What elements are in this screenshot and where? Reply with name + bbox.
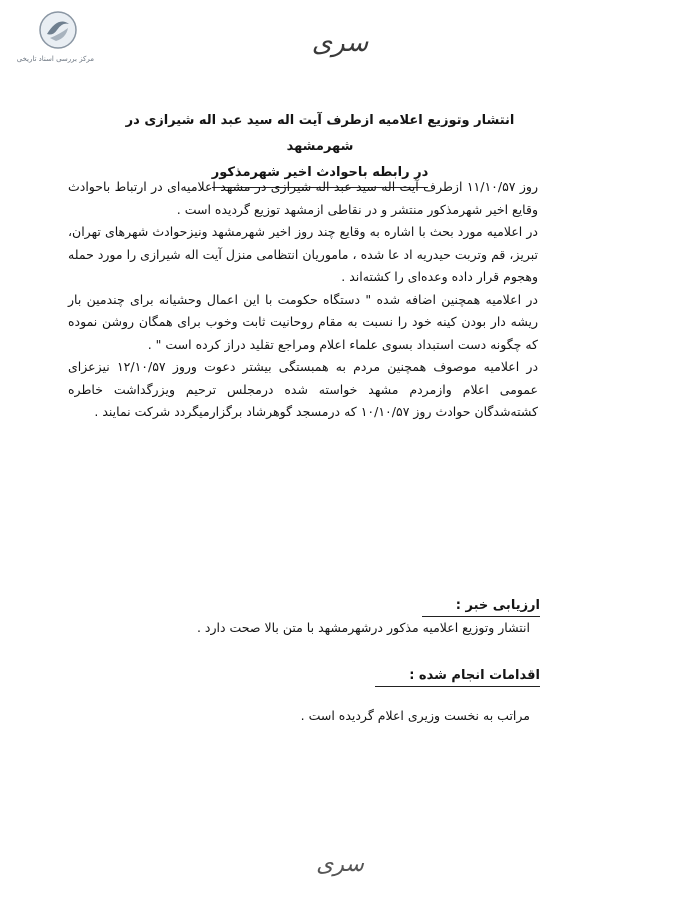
evaluation-text: انتشار وتوزیع اعلامیه مذکور درشهرمشهد با متن بالا صحت دارد . <box>196 620 530 635</box>
title-line-2: در رابطه باحوادث اخیر شهرمذکور <box>212 160 429 188</box>
body-paragraph: در اعلامیه همچنین اضافه شده " دستگاه حکومت با این اعمال وحشیانه برای چندمین بار ریشه دار بودن کینه خود را نسبت به مقام روحانیت ثابت وخوب برای همگان روشن نموده که چگونه دست استبداد بسوی علماء اعلام ومراجع تقلید دراز کرده است " . <box>68 291 538 352</box>
body-paragraph: در اعلامیه موصوف همچنین مردم به همبستگی بیشتر دعوت وروز ۱۲/۱۰/۵۷ نیزعزای عمومی اعلام وازمردم مشهد خواسته شده درمجلس ترحیم ویزرگداشت خاطره کشته‌شدگان حوادث روز ۱۰/۱۰/۵۷ که درمسجد گوهرشاد برگزارمیگردد شرکت نمایند . <box>68 359 539 419</box>
actions-heading: اقدامات انجام شده : <box>375 666 540 687</box>
classification-stamp-bottom: سری <box>316 852 364 877</box>
archive-logo-caption: مرکز بررسی اسناد تاریخی <box>16 55 94 63</box>
archive-logo-icon <box>38 10 78 50</box>
title-line-1: انتشار وتوزیع اعلامیه ازطرف آیت اله سید عبد اله شیرازی در شهرمشهد <box>125 113 515 154</box>
classification-stamp-top: سری <box>311 28 369 58</box>
actions-section <box>120 666 540 727</box>
body-paragraph: در اعلامیه مورد بحث با اشاره به وقایع چند روز اخیر شهرمشهد ونیزحوادث شهرهای تهران، تبریز، قم وتربت حیدریه اد عا شده ، ماموریان انتظامی منزل آیت اله شیرازی را مورد حمله وهجوم قرار داده وعده‌ای را کشته‌اند . <box>68 224 538 284</box>
evaluation-heading: ارزیابی خبر : <box>422 596 540 617</box>
document-body <box>68 176 538 424</box>
body-paragraph: روز ۱۱/۱۰/۵۷ ازطرف آیت اله سید عبد اله شیرازی در مشهد اعلامیه‌ای در ارتباط باحوادث وقایع اخیر شهرمذکور منتشر و در نقاطی ازمشهد توزیع گردیده است . <box>68 179 538 217</box>
actions-text: مراتب به نخست وزیری اعلام گردیده است . <box>300 708 530 723</box>
evaluation-section <box>120 596 540 639</box>
archive-logo <box>16 10 94 70</box>
